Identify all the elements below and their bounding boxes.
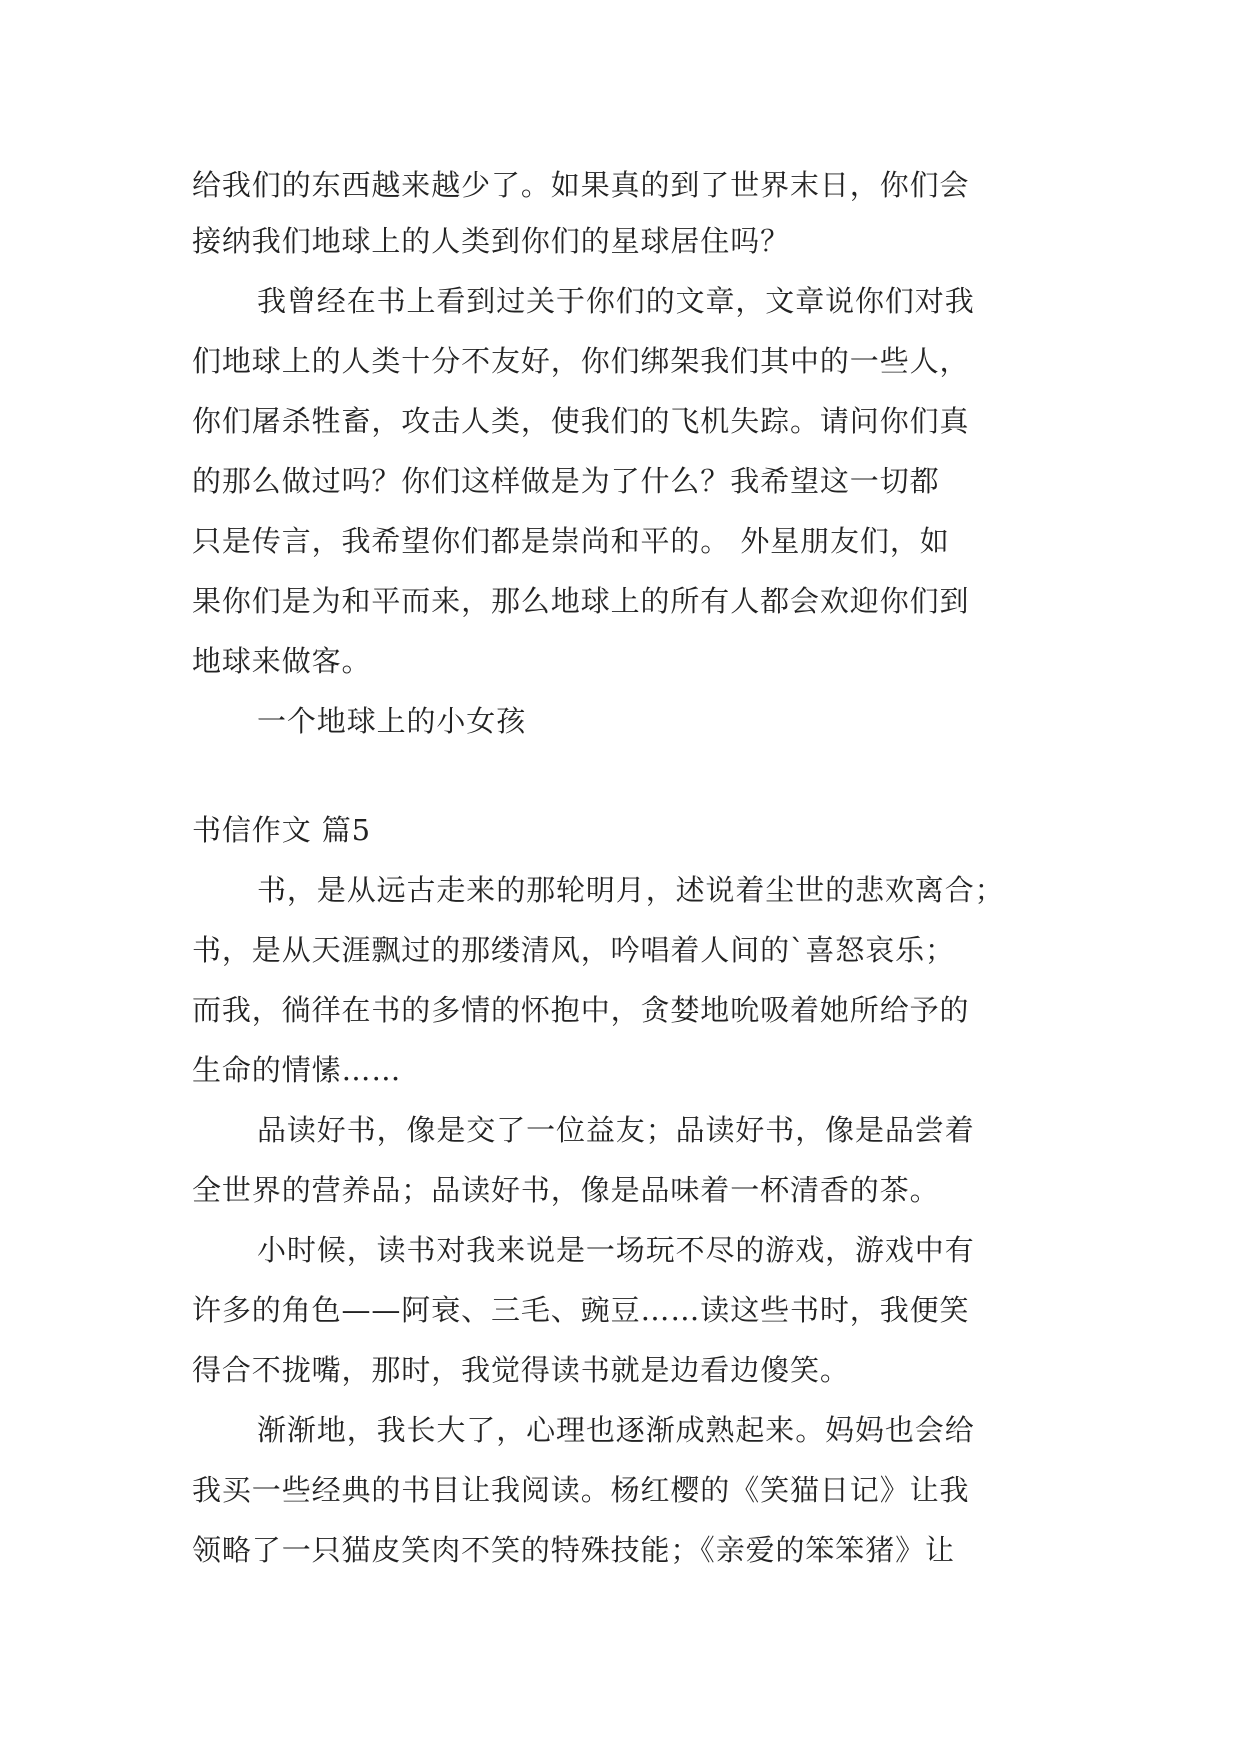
text-line: 我买一些经典的书目让我阅读。杨红樱的《笑猫日记》让我 <box>192 1473 970 1507</box>
paragraph-start-line: 书，是从远古走来的那轮明月，述说着尘世的悲欢离合； <box>257 873 1005 907</box>
text-line: 地球来做客。 <box>192 644 372 678</box>
text-line: 只是传言，我希望你们都是崇尚和平的。 外星朋友们，如 <box>192 524 950 558</box>
text-line: 生命的情愫…… <box>192 1053 402 1087</box>
text-line: 的那么做过吗？你们这样做是为了什么？我希望这一切都 <box>192 464 940 498</box>
text-line: 给我们的东西越来越少了。如果真的到了世界末日，你们会 <box>192 168 970 202</box>
text-line: 们地球上的人类十分不友好，你们绑架我们其中的一些人， <box>192 344 970 378</box>
paragraph-start-line: 小时候，读书对我来说是一场玩不尽的游戏，游戏中有 <box>257 1233 975 1267</box>
text-line: 而我，徜徉在书的多情的怀抱中，贪婪地吮吸着她所给予的 <box>192 993 970 1027</box>
section-heading: 书信作文 篇5 <box>192 813 371 847</box>
text-line: 书，是从天涯飘过的那缕清风，吟唱着人间的`喜怒哀乐； <box>192 933 955 967</box>
text-line: 接纳我们地球上的人类到你们的星球居住吗？ <box>192 224 791 258</box>
paragraph-start-line: 品读好书，像是交了一位益友；品读好书，像是品尝着 <box>257 1113 975 1147</box>
text-line: 全世界的营养品；品读好书，像是品味着一杯清香的茶。 <box>192 1173 940 1207</box>
text-line: 你们屠杀牲畜，攻击人类，使我们的飞机失踪。请问你们真 <box>192 404 970 438</box>
text-line: 果你们是为和平而来，那么地球上的所有人都会欢迎你们到 <box>192 584 970 618</box>
text-line: 得合不拢嘴，那时，我觉得读书就是边看边傻笑。 <box>192 1353 850 1387</box>
text-line: 许多的角色——阿衰、三毛、豌豆……读这些书时，我便笑 <box>192 1293 970 1327</box>
letter-signature: 一个地球上的小女孩 <box>257 704 527 738</box>
text-line: 领略了一只猫皮笑肉不笑的特殊技能；《亲爱的笨笨猪》让 <box>192 1533 955 1567</box>
paragraph-start-line: 渐渐地，我长大了，心理也逐渐成熟起来。妈妈也会给 <box>257 1413 975 1447</box>
paragraph-start-line: 我曾经在书上看到过关于你们的文章，文章说你们对我 <box>257 284 975 318</box>
